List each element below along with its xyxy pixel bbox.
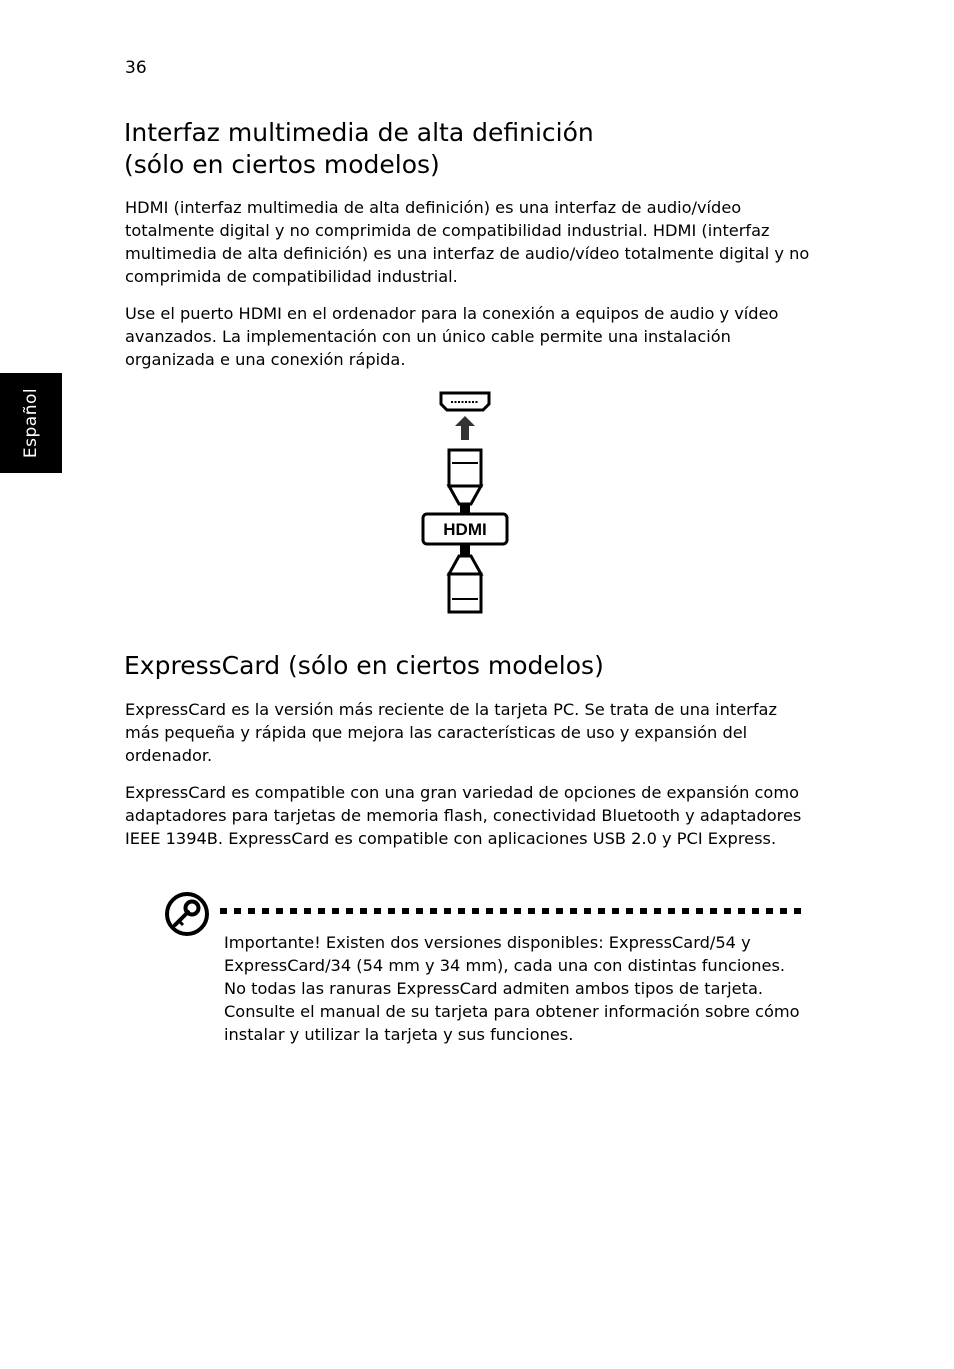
- key-icon: [164, 891, 210, 937]
- expresscard-paragraph-1: ExpressCard es la versión más reciente de la tarjeta PC. Se trata de una interfaz más pequeña y rápida que mejora las características de uso y expansión del ordenador.: [125, 700, 777, 765]
- language-label: Español: [21, 387, 41, 459]
- expresscard-section-title: ExpressCard (sólo en ciertos modelos): [124, 651, 604, 680]
- hdmi-plug-lower-icon: [449, 544, 481, 612]
- note-body: Existen dos versiones disponibles: ExpressCard/54 y ExpressCard/34 (54 mm y 34 mm), cada una con distintas funciones. No todas las ranuras ExpressCard admiten ambos tipos de tarjeta. Consulte el manual de su tarjeta para obtener información sobre cómo instalar y utilizar la tarjeta y sus funciones.: [224, 933, 800, 1044]
- note-label: Importante!: [224, 933, 321, 952]
- hdmi-figure-label: HDMI: [443, 520, 487, 539]
- page-number: 36: [125, 58, 147, 78]
- hdmi-paragraph-1: HDMI (interfaz multimedia de alta definición) es una interfaz de audio/vídeo totalmente digital y no comprimida de compatibilidad industrial. HDMI (interfaz multimedia de alta definición) es una interfaz de audio/vídeo totalmente digital y no comprimida de compatibilidad industrial.: [125, 198, 810, 286]
- hdmi-paragraph-2: Use el puerto HDMI en el ordenador para la conexión a equipos de audio y vídeo avanzados. La implementación con un único cable permite una instalación organizada e una conexión rápida.: [125, 304, 779, 369]
- hdmi-title-line2: (sólo en ciertos modelos): [124, 150, 440, 179]
- expresscard-paragraph-2: ExpressCard es compatible con una gran variedad de opciones de expansión como adaptadores para tarjetas de memoria flash, conectividad Bluetooth y adaptadores IEEE 1394B. ExpressCard es compatible con aplicaciones USB 2.0 y PCI Express.: [125, 783, 802, 848]
- hdmi-section-title: [124, 117, 824, 181]
- note-text: [224, 931, 804, 1046]
- hdmi-title-line1: Interfaz multimedia de alta definición: [124, 118, 594, 147]
- hdmi-plug-upper-icon: [449, 450, 481, 514]
- language-side-tab: [0, 373, 62, 473]
- note-divider: [220, 908, 808, 914]
- arrow-up-icon: [455, 416, 475, 440]
- hdmi-cable-illustration: [415, 388, 515, 618]
